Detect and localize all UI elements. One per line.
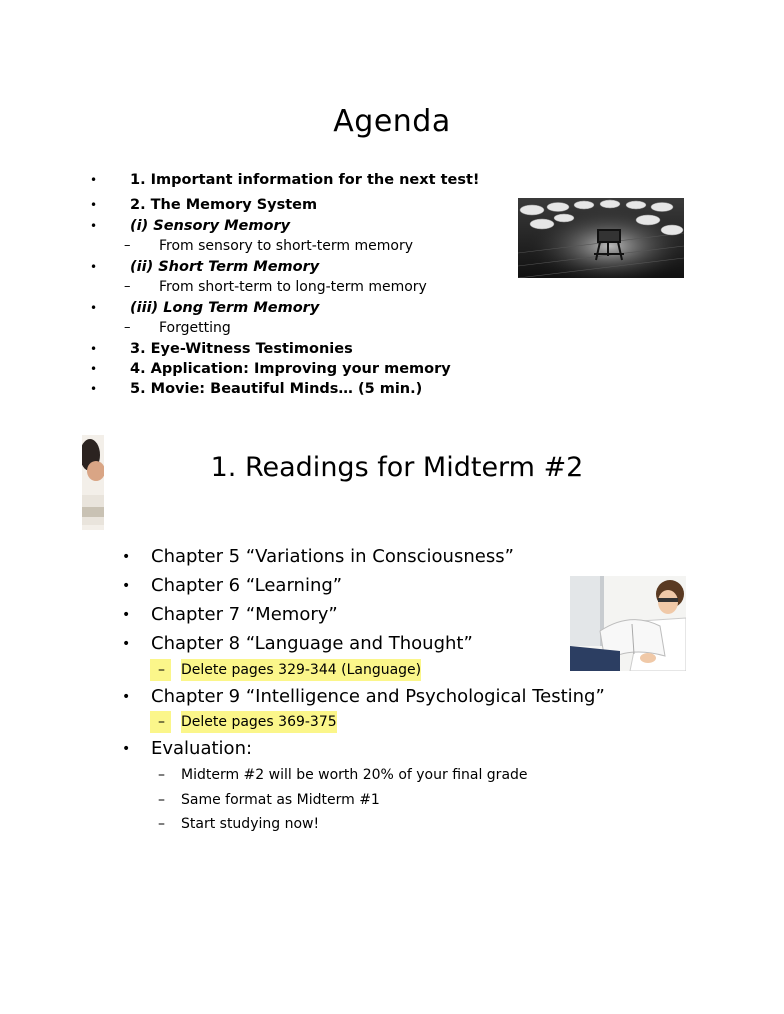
dash-icon: – <box>150 659 171 681</box>
bullet-icon: • <box>90 301 98 315</box>
woman-reading-photo <box>570 576 686 671</box>
dash-icon: – <box>124 238 131 253</box>
agenda-slide <box>0 0 784 420</box>
agenda-subitem-label: From short-term to long-term memory <box>159 279 427 295</box>
bullet-icon: • <box>90 173 98 187</box>
dash-icon: – <box>158 767 165 783</box>
bullet-icon: • <box>122 636 131 652</box>
agenda-title: Agenda <box>333 104 451 139</box>
agenda-item-label: (ii) Short Term Memory <box>130 259 320 275</box>
readings-subitem-label: Same format as Midterm #1 <box>181 792 380 808</box>
bullet-icon: • <box>90 260 98 274</box>
agenda-item-label: (i) Sensory Memory <box>130 218 291 234</box>
readings-item-label: Chapter 8 “Language and Thought” <box>151 633 473 654</box>
bullet-icon: • <box>122 549 131 565</box>
bullet-icon: • <box>90 342 98 356</box>
readings-item-label: Chapter 7 “Memory” <box>151 604 338 625</box>
dash-icon: – <box>158 792 165 808</box>
agenda-item-label: 3. Eye-Witness Testimonies <box>130 341 353 357</box>
dash-icon: – <box>124 279 131 294</box>
readings-subitem-label: Delete pages 329-344 (Language) <box>181 659 421 681</box>
agenda-item-label: 2. The Memory System <box>130 197 318 213</box>
agenda-item-label: 4. Application: Improving your memory <box>130 361 451 377</box>
readings-item-label: Chapter 6 “Learning” <box>151 575 343 596</box>
readings-subitem-label: Delete pages 369-375 <box>181 711 337 733</box>
bullet-icon: • <box>122 607 131 623</box>
bullet-icon: • <box>90 219 98 233</box>
bullet-icon: • <box>122 741 131 757</box>
dash-icon: – <box>124 320 131 335</box>
agenda-item-label: 1. Important information for the next test! <box>130 172 480 188</box>
dash-icon: – <box>158 816 165 832</box>
bullet-icon: • <box>90 382 98 396</box>
agenda-subitem-label: From sensory to short-term memory <box>159 238 413 254</box>
agenda-subitem-label: Forgetting <box>159 320 231 336</box>
readings-item-label: Chapter 5 “Variations in Consciousness” <box>151 546 514 567</box>
classroom-chairs-photo <box>518 198 684 278</box>
bullet-icon: • <box>122 689 131 705</box>
dash-icon: – <box>150 711 171 733</box>
readings-subitem-label: Midterm #2 will be worth 20% of your final grade <box>181 767 528 783</box>
readings-item-label: Evaluation: <box>151 738 253 759</box>
readings-slide <box>0 430 784 850</box>
readings-item-label: Chapter 9 “Intelligence and Psychological Testing” <box>151 686 605 707</box>
readings-title: 1. Readings for Midterm #2 <box>210 452 584 483</box>
bullet-icon: • <box>90 198 98 212</box>
agenda-item-label: 5. Movie: Beautiful Minds… (5 min.) <box>130 381 423 397</box>
readings-subitem-label: Start studying now! <box>181 816 320 832</box>
bullet-icon: • <box>122 578 131 594</box>
agenda-item-label: (iii) Long Term Memory <box>130 300 320 316</box>
bullet-icon: • <box>90 362 98 376</box>
